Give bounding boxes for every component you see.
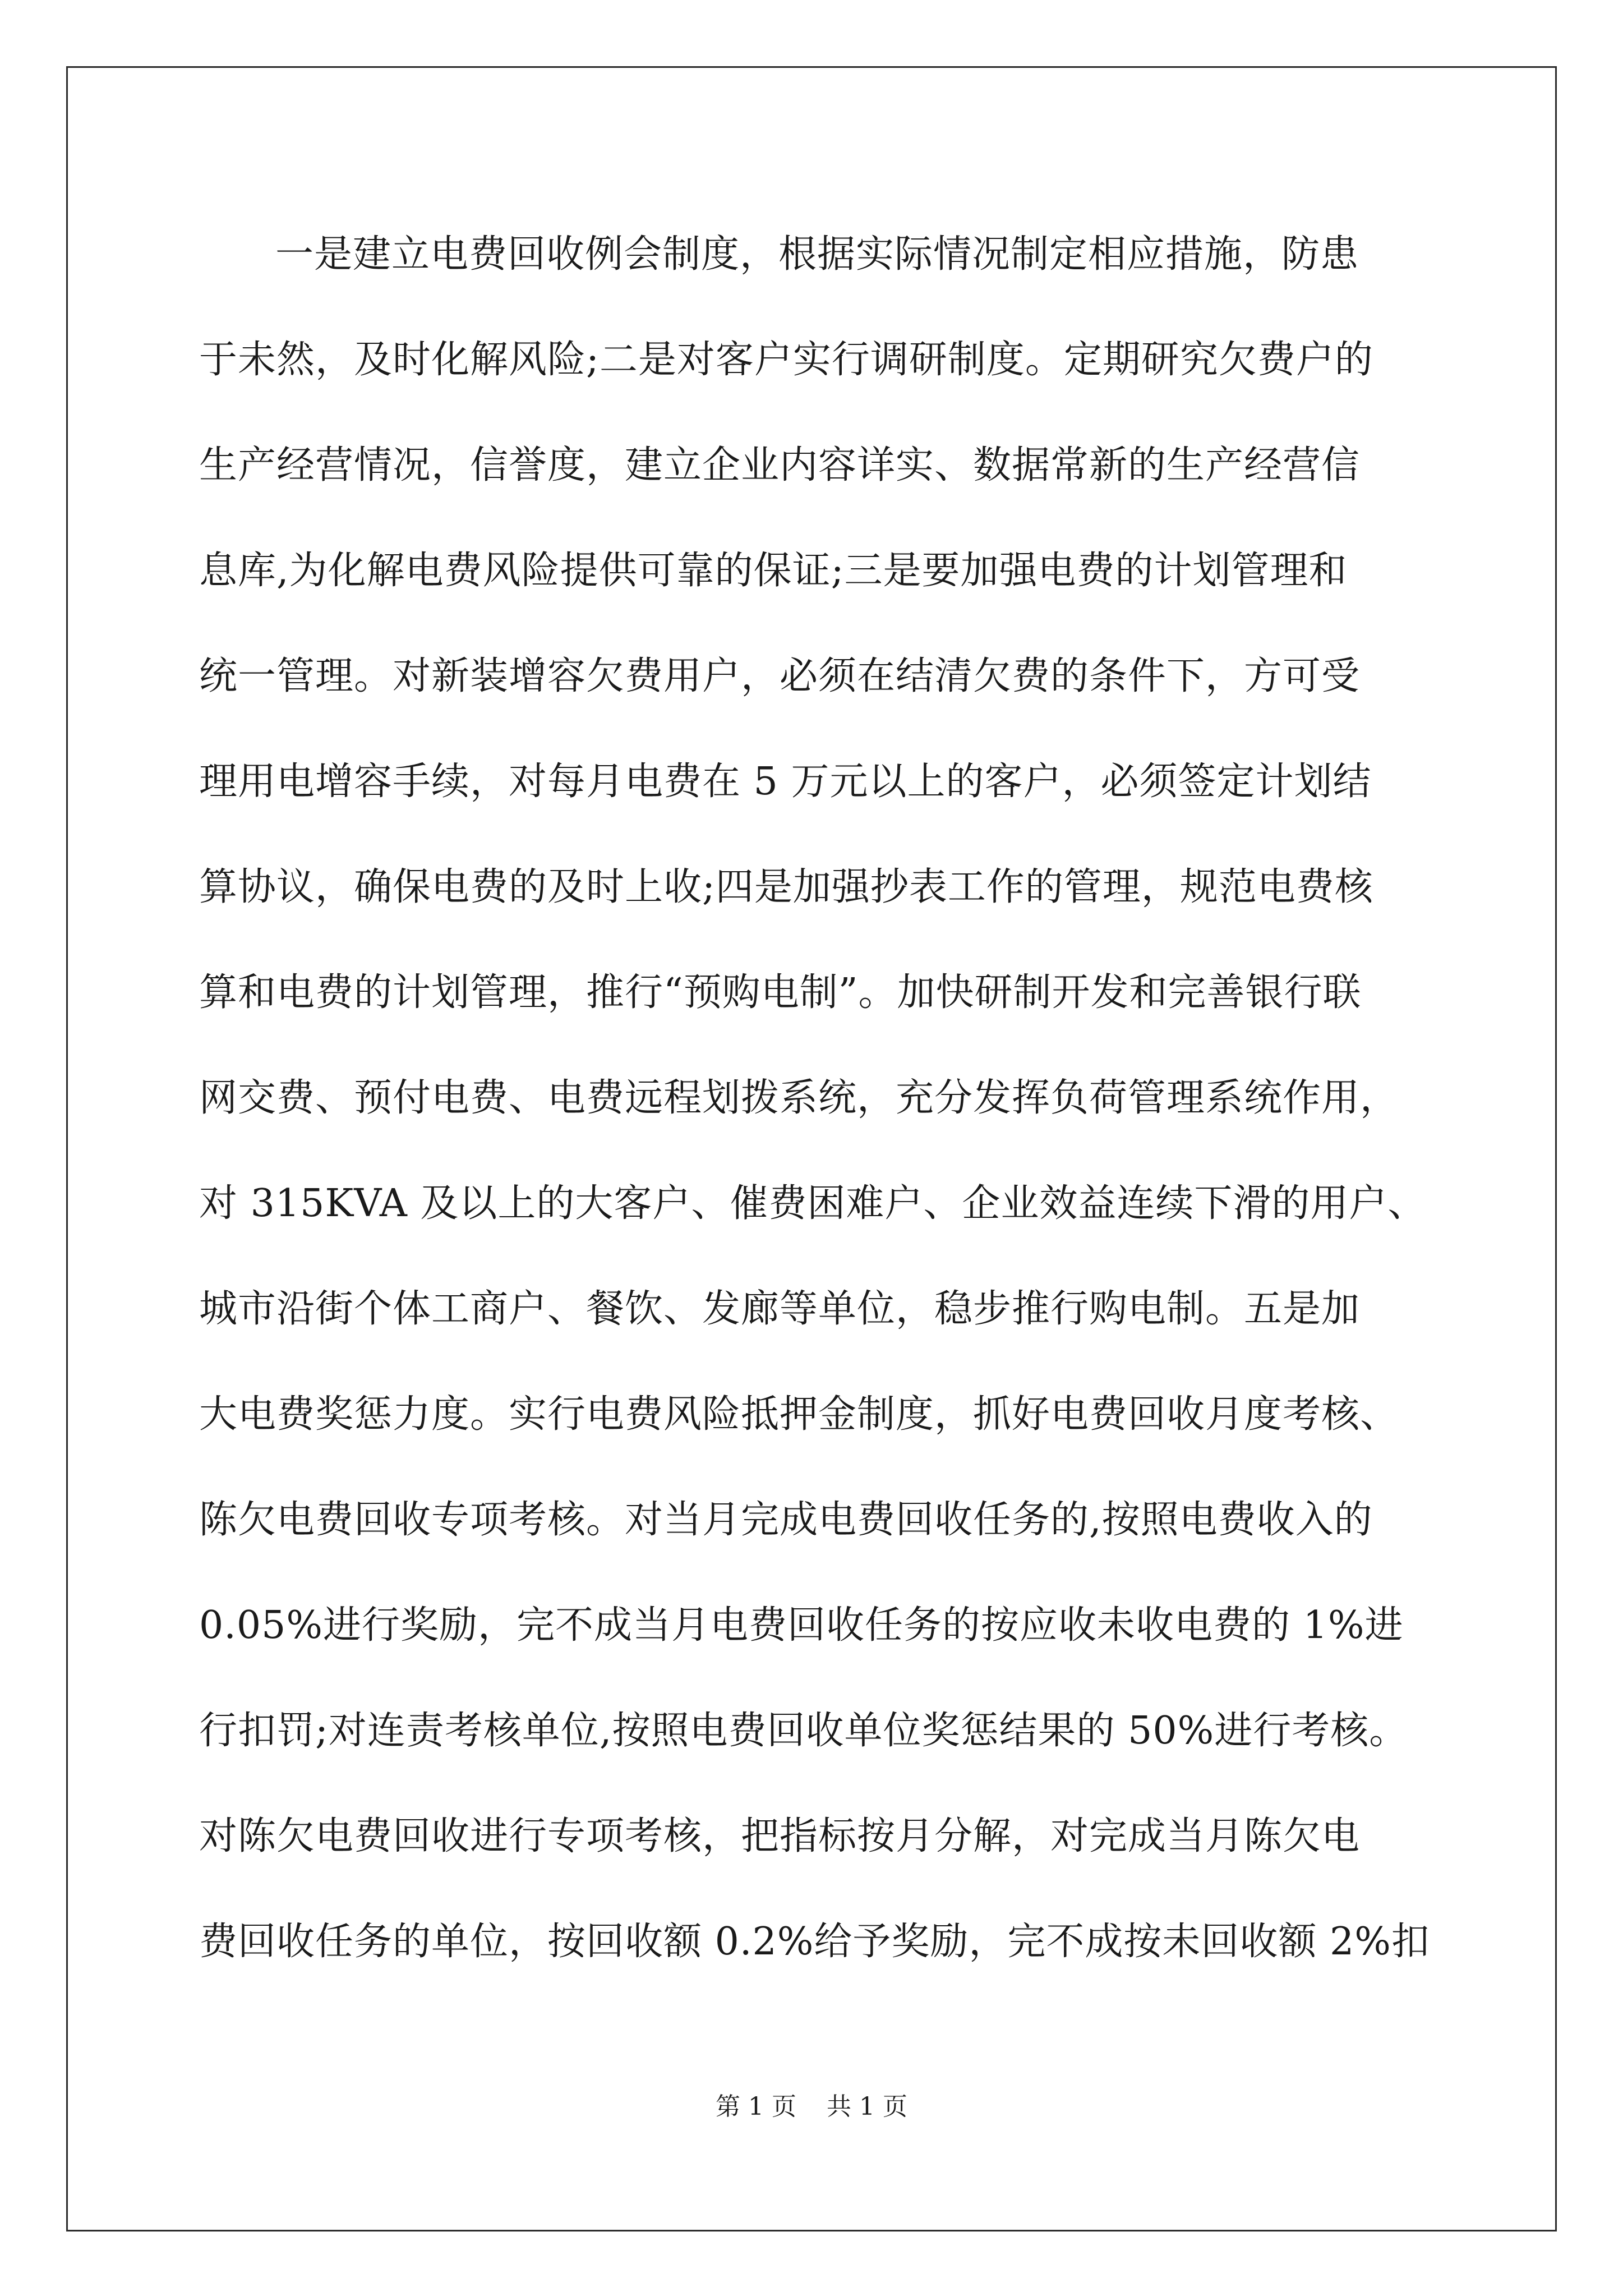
page-number: 第 1 页	[716, 2092, 796, 2121]
text-line: 0.05%进行奖励，完不成当月电费回收任务的按应收未收电费的 1%进	[199, 1603, 1404, 1648]
text-line: 费回收任务的单位，按回收额 0.2%给予奖励，完不成按未回收额 2%扣	[199, 1920, 1430, 1964]
text-line: 生产经营情况，信誉度，建立企业内容详实、数据常新的生产经营信	[199, 443, 1361, 487]
text-line: 统一管理。对新装增容欠费用户，必须在结清欠费的条件下，方可受	[199, 654, 1361, 698]
text-line: 城市沿街个体工商户、餐饮、发廊等单位，稳步推行购电制。五是加	[199, 1287, 1361, 1331]
text-line: 于未然，及时化解风险;二是对客户实行调研制度。定期研究欠费户的	[199, 338, 1373, 382]
text-line: 陈欠电费回收专项考核。对当月完成电费回收任务的,按照电费收入的	[199, 1498, 1373, 1542]
text-line: 息库,为化解电费风险提供可靠的保证;三是要加强电费的计划管理和	[199, 549, 1348, 593]
text-line: 大电费奖惩力度。实行电费风险抵押金制度，抓好电费回收月度考核、	[199, 1392, 1399, 1437]
text-line: 网交费、预付电费、电费远程划拨系统，充分发挥负荷管理系统作用，	[199, 1076, 1399, 1120]
document-body	[199, 202, 1433, 1995]
text-line: 算和电费的计划管理，推行“预购电制”。加快研制开发和完善银行联	[199, 970, 1362, 1015]
page-footer	[0, 2090, 1623, 2124]
text-line: 对陈欠电费回收进行专项考核，把指标按月分解，对完成当月陈欠电	[199, 1814, 1361, 1858]
text-line: 理用电增容手续，对每月电费在 5 万元以上的客户，必须签定计划结	[199, 760, 1372, 804]
page-total: 共 1 页	[827, 2092, 907, 2121]
text-line: 算协议，确保电费的及时上收;四是加强抄表工作的管理，规范电费核	[199, 865, 1373, 909]
text-line: 一是建立电费回收例会制度，根据实际情况制定相应措施，防患	[275, 232, 1359, 277]
text-line: 行扣罚;对连责考核单位,按照电费回收单位奖惩结果的 50%进行考核。	[199, 1709, 1408, 1753]
text-line: 对 315KVA 及以上的大客户、催费困难户、企业效益连续下滑的用户、	[199, 1181, 1427, 1226]
